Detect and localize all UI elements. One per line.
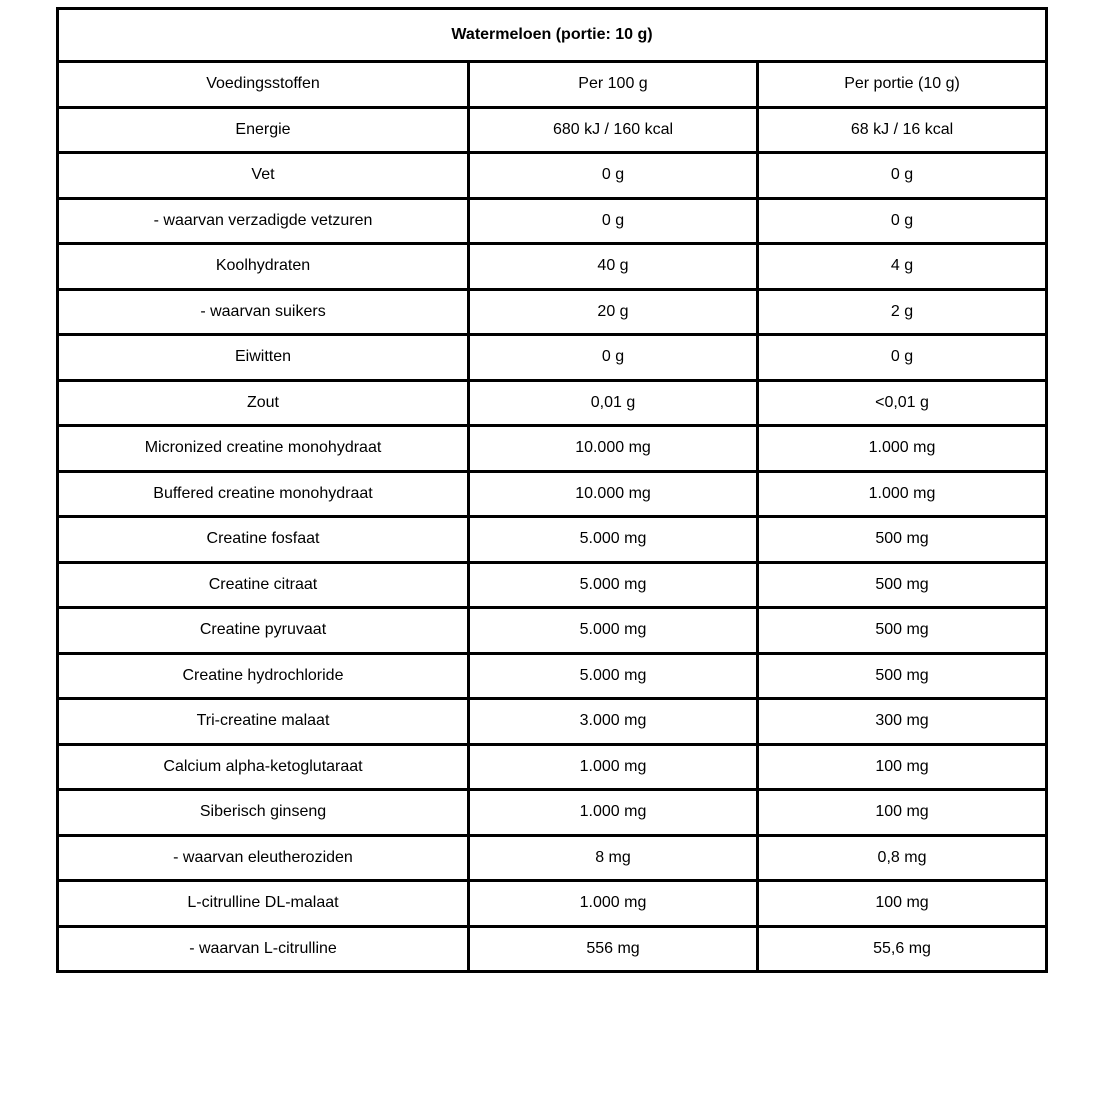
per-serving-cell: 100 mg — [758, 881, 1047, 927]
per-100g-cell: 10.000 mg — [469, 471, 758, 517]
table-title: Watermeloen (portie: 10 g) — [58, 9, 1047, 62]
per-serving-cell: 0 g — [758, 335, 1047, 381]
per-serving-cell: 100 mg — [758, 790, 1047, 836]
table-row — [58, 198, 1047, 244]
table-row — [58, 107, 1047, 153]
per-100g-cell: 0 g — [469, 198, 758, 244]
per-100g-cell: 1.000 mg — [469, 881, 758, 927]
table-row — [58, 653, 1047, 699]
per-100g-cell: 5.000 mg — [469, 517, 758, 563]
per-serving-cell: 100 mg — [758, 744, 1047, 790]
nutrient-cell: Vet — [58, 153, 469, 199]
header-row — [58, 62, 1047, 108]
table-row — [58, 244, 1047, 290]
per-serving-cell: 500 mg — [758, 517, 1047, 563]
nutrient-cell: Zout — [58, 380, 469, 426]
nutrient-cell: L-citrulline DL-malaat — [58, 881, 469, 927]
nutrient-cell: Creatine hydrochloride — [58, 653, 469, 699]
per-100g-cell: 0,01 g — [469, 380, 758, 426]
column-header-per-serving: Per portie (10 g) — [758, 62, 1047, 108]
per-100g-cell: 5.000 mg — [469, 653, 758, 699]
table-row — [58, 380, 1047, 426]
per-serving-cell: 4 g — [758, 244, 1047, 290]
per-serving-cell: 2 g — [758, 289, 1047, 335]
nutrient-cell: Energie — [58, 107, 469, 153]
per-serving-cell: 0,8 mg — [758, 835, 1047, 881]
table-row — [58, 835, 1047, 881]
per-serving-cell: 1.000 mg — [758, 471, 1047, 517]
column-header-per-100g: Per 100 g — [469, 62, 758, 108]
nutrient-cell: - waarvan suikers — [58, 289, 469, 335]
table-row — [58, 744, 1047, 790]
per-100g-cell: 680 kJ / 160 kcal — [469, 107, 758, 153]
nutrient-cell: Creatine pyruvaat — [58, 608, 469, 654]
per-100g-cell: 5.000 mg — [469, 562, 758, 608]
table-row — [58, 471, 1047, 517]
table-row — [58, 881, 1047, 927]
nutrition-table — [56, 7, 1048, 973]
per-100g-cell: 10.000 mg — [469, 426, 758, 472]
table-body — [58, 62, 1047, 972]
per-serving-cell: 0 g — [758, 198, 1047, 244]
per-serving-cell: 0 g — [758, 153, 1047, 199]
nutrient-cell: - waarvan eleutheroziden — [58, 835, 469, 881]
per-serving-cell: 68 kJ / 16 kcal — [758, 107, 1047, 153]
table-row — [58, 153, 1047, 199]
per-serving-cell: 500 mg — [758, 653, 1047, 699]
nutrient-cell: Koolhydraten — [58, 244, 469, 290]
per-100g-cell: 1.000 mg — [469, 744, 758, 790]
title-row — [58, 9, 1047, 62]
table-row — [58, 608, 1047, 654]
nutrient-cell: - waarvan L-citrulline — [58, 926, 469, 972]
table-row — [58, 699, 1047, 745]
nutrient-cell: Micronized creatine monohydraat — [58, 426, 469, 472]
nutrient-cell: Calcium alpha-ketoglutaraat — [58, 744, 469, 790]
nutrient-cell: Tri-creatine malaat — [58, 699, 469, 745]
table-row — [58, 926, 1047, 972]
per-100g-cell: 5.000 mg — [469, 608, 758, 654]
table-row — [58, 426, 1047, 472]
per-serving-cell: 500 mg — [758, 562, 1047, 608]
per-100g-cell: 0 g — [469, 335, 758, 381]
nutrient-cell: Creatine citraat — [58, 562, 469, 608]
nutrient-cell: Buffered creatine monohydraat — [58, 471, 469, 517]
nutrient-cell: Creatine fosfaat — [58, 517, 469, 563]
nutrient-cell: Eiwitten — [58, 335, 469, 381]
per-100g-cell: 20 g — [469, 289, 758, 335]
column-header-nutrient: Voedingsstoffen — [58, 62, 469, 108]
per-100g-cell: 40 g — [469, 244, 758, 290]
table-row — [58, 517, 1047, 563]
per-100g-cell: 0 g — [469, 153, 758, 199]
per-100g-cell: 3.000 mg — [469, 699, 758, 745]
table-row — [58, 790, 1047, 836]
per-serving-cell: 55,6 mg — [758, 926, 1047, 972]
nutrient-cell: Siberisch ginseng — [58, 790, 469, 836]
per-100g-cell: 1.000 mg — [469, 790, 758, 836]
table-row — [58, 289, 1047, 335]
nutrient-cell: - waarvan verzadigde vetzuren — [58, 198, 469, 244]
per-serving-cell: <0,01 g — [758, 380, 1047, 426]
per-100g-cell: 8 mg — [469, 835, 758, 881]
per-serving-cell: 1.000 mg — [758, 426, 1047, 472]
per-serving-cell: 500 mg — [758, 608, 1047, 654]
table-row — [58, 335, 1047, 381]
per-serving-cell: 300 mg — [758, 699, 1047, 745]
per-100g-cell: 556 mg — [469, 926, 758, 972]
table-row — [58, 562, 1047, 608]
